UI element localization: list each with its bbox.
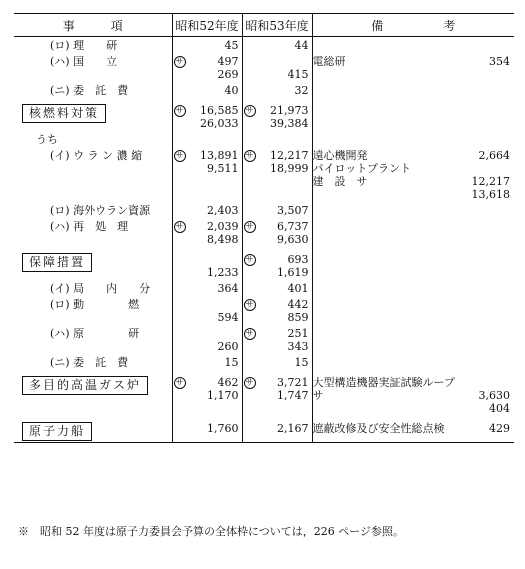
supplement-icon: サ xyxy=(245,106,254,115)
item-label: (ロ) 動 燃 xyxy=(50,298,140,311)
item-label: (イ) 局 内 分 xyxy=(50,282,151,295)
value-line: 693 xyxy=(287,253,309,266)
item-cell xyxy=(14,98,172,131)
item-label: うち xyxy=(36,133,58,146)
note-text: 電総研 xyxy=(312,55,346,68)
value-line: 594 xyxy=(217,311,239,324)
notes-cell xyxy=(312,370,514,416)
value-line: 859 xyxy=(287,311,309,324)
fy53-cell xyxy=(242,147,312,202)
supplement-mark xyxy=(243,220,257,234)
table-row xyxy=(14,82,514,98)
fy53-cell-values xyxy=(257,39,312,52)
item-label: (ハ) 国 立 xyxy=(50,55,118,68)
fy52-cell xyxy=(172,37,242,54)
supplement-icon: サ xyxy=(245,329,254,338)
fy52-cell-wrap xyxy=(173,204,242,217)
fy53-cell xyxy=(242,82,312,98)
fy53-cell-values xyxy=(257,376,312,402)
fy53-cell-wrap xyxy=(243,253,312,279)
supplement-mark xyxy=(243,253,257,267)
supplement-mark xyxy=(173,149,187,163)
header-y52: 昭和52年度 xyxy=(172,14,242,37)
value-line: 21,973 xyxy=(270,104,309,117)
value-line: 2,403 xyxy=(207,204,239,217)
notes-cell xyxy=(312,416,514,443)
value-line: 251 xyxy=(287,327,309,340)
item-cell xyxy=(14,147,172,202)
value-line: 3,507 xyxy=(277,204,309,217)
fy52-cell-wrap xyxy=(173,84,242,97)
value-line: 18,999 xyxy=(270,162,309,175)
fy53-cell-wrap xyxy=(243,422,312,435)
fy52-cell xyxy=(172,325,242,354)
note-line xyxy=(313,149,515,162)
fy52-cell-values xyxy=(187,422,242,435)
fy52-cell-values xyxy=(187,149,242,175)
table-row xyxy=(14,354,514,370)
fy53-cell xyxy=(242,98,312,131)
fy52-cell-values xyxy=(187,55,242,81)
note-line xyxy=(313,422,515,435)
value-line xyxy=(187,298,239,311)
notes-cell xyxy=(312,202,514,218)
fy52-cell xyxy=(172,202,242,218)
supplement-icon: サ xyxy=(175,57,184,66)
fy52-cell-wrap xyxy=(173,253,242,279)
notes-cell xyxy=(312,37,514,54)
fy52-cell xyxy=(172,147,242,202)
fy52-cell-wrap xyxy=(173,104,242,130)
note-text: 遮蔽改修及び安全性総点検 xyxy=(312,422,445,435)
notes-cell xyxy=(312,218,514,247)
fy52-cell-wrap xyxy=(173,55,242,81)
fy53-cell-wrap xyxy=(243,356,312,369)
fy52-cell-values xyxy=(187,327,242,353)
fy53-cell xyxy=(242,53,312,82)
supplement-icon: サ xyxy=(175,222,184,231)
value-line: 45 xyxy=(224,39,239,52)
value-line: 13,891 xyxy=(200,149,239,162)
category-label: 核燃料対策 xyxy=(22,104,106,123)
value-line: 2,039 xyxy=(207,220,239,233)
notes-cell xyxy=(312,131,514,147)
fy53-cell-wrap xyxy=(243,298,312,324)
item-cell xyxy=(14,416,172,443)
fy53-cell-values xyxy=(257,84,312,97)
supplement-mark xyxy=(243,149,257,163)
table-row xyxy=(14,296,514,325)
fy53-cell xyxy=(242,218,312,247)
fy53-cell-values xyxy=(257,204,312,217)
value-line xyxy=(257,55,309,68)
footnote: ※ 昭和 52 年度は原子力委員会予算の全体枠については，226 ページ参照。 xyxy=(18,525,405,538)
fy52-cell-values xyxy=(187,84,242,97)
header-notes: 備 考 xyxy=(312,14,514,37)
fy53-cell-wrap xyxy=(243,84,312,97)
note-value: 404 xyxy=(489,402,510,415)
fy52-cell-wrap xyxy=(173,149,242,175)
fy53-cell xyxy=(242,247,312,280)
fy53-cell-values xyxy=(257,327,312,353)
notes-cell xyxy=(312,354,514,370)
item-cell xyxy=(14,218,172,247)
item-cell xyxy=(14,202,172,218)
value-line: 1,233 xyxy=(207,266,239,279)
value-line: 9,630 xyxy=(277,233,309,246)
item-cell xyxy=(14,354,172,370)
notes-cell xyxy=(312,296,514,325)
value-line: 8,498 xyxy=(207,233,239,246)
fy52-cell-wrap xyxy=(173,356,242,369)
fy53-cell xyxy=(242,370,312,416)
item-label: (ロ) 理 研 xyxy=(50,39,118,52)
fy52-cell xyxy=(172,218,242,247)
note-text: 遠心機開発 xyxy=(312,149,368,162)
note-line xyxy=(313,389,515,402)
fy52-cell-wrap xyxy=(173,282,242,295)
table-row xyxy=(14,325,514,354)
supplement-icon: サ xyxy=(245,255,254,264)
fy52-cell-wrap xyxy=(173,327,242,353)
fy52-cell xyxy=(172,280,242,296)
notes-cell xyxy=(312,280,514,296)
category-label: 多目的高温ガス炉 xyxy=(22,376,148,395)
note-text: パイロットプラント xyxy=(312,162,411,175)
fy53-cell-wrap xyxy=(243,204,312,217)
fy53-cell-values xyxy=(257,282,312,295)
note-text: 建 設 サ xyxy=(312,175,368,188)
value-line: 15 xyxy=(224,356,239,369)
item-cell xyxy=(14,53,172,82)
notes-cell xyxy=(312,147,514,202)
supplement-mark xyxy=(243,298,257,312)
value-line: 1,170 xyxy=(207,389,239,402)
fy52-cell-wrap xyxy=(173,422,242,435)
fy53-cell xyxy=(242,416,312,443)
item-label: (ハ) 再 処 理 xyxy=(50,220,129,233)
table-row xyxy=(14,416,514,443)
note-value: 429 xyxy=(489,422,510,435)
supplement-icon: サ xyxy=(245,222,254,231)
table-row xyxy=(14,53,514,82)
item-label: (ロ) 海外ウラン資源 xyxy=(50,204,151,217)
note-text: サ xyxy=(312,389,324,402)
value-line xyxy=(187,253,239,266)
supplement-icon: サ xyxy=(245,300,254,309)
supplement-icon: サ xyxy=(175,151,184,160)
item-label: (ニ) 委 託 費 xyxy=(50,356,129,369)
fy53-cell-wrap xyxy=(243,55,312,81)
header-item: 事 項 xyxy=(14,14,172,37)
item-cell xyxy=(14,370,172,416)
fy52-cell-wrap xyxy=(173,220,242,246)
value-line: 442 xyxy=(287,298,309,311)
item-cell xyxy=(14,131,172,147)
table-row xyxy=(14,131,514,147)
notes-cell xyxy=(312,82,514,98)
fy52-cell-values xyxy=(187,253,242,279)
table-body xyxy=(14,37,514,443)
supplement-mark xyxy=(173,55,187,69)
note-line xyxy=(313,376,515,389)
fy53-cell-values xyxy=(257,104,312,130)
fy53-cell-values xyxy=(257,422,312,435)
fy53-cell-wrap xyxy=(243,282,312,295)
fy52-cell xyxy=(172,98,242,131)
item-cell xyxy=(14,37,172,54)
supplement-mark xyxy=(173,376,187,390)
value-line: 32 xyxy=(294,84,309,97)
fy53-cell-wrap xyxy=(243,327,312,353)
fy52-cell-values xyxy=(187,282,242,295)
table-row xyxy=(14,280,514,296)
fy52-cell xyxy=(172,416,242,443)
fy53-cell-values xyxy=(257,220,312,246)
fy53-cell-values xyxy=(257,298,312,324)
budget-table xyxy=(14,13,514,443)
notes-cell xyxy=(312,247,514,280)
note-line xyxy=(313,402,515,415)
fy53-cell-wrap xyxy=(243,376,312,402)
fy53-cell-values xyxy=(257,253,312,279)
value-line: 462 xyxy=(217,376,239,389)
value-line: 1,619 xyxy=(277,266,309,279)
fy53-cell-values xyxy=(257,55,312,81)
notes-cell xyxy=(312,53,514,82)
table-row xyxy=(14,202,514,218)
notes-cell xyxy=(312,325,514,354)
fy52-cell-values xyxy=(187,220,242,246)
note-text: 大型構造機器実証試験ループ xyxy=(312,376,455,389)
fy52-cell-values xyxy=(187,104,242,130)
supplement-icon: サ xyxy=(175,106,184,115)
fy53-cell-values xyxy=(257,356,312,369)
item-cell xyxy=(14,280,172,296)
value-line: 343 xyxy=(287,340,309,353)
value-line: 260 xyxy=(217,340,239,353)
note-value: 2,664 xyxy=(478,149,510,162)
fy52-cell xyxy=(172,354,242,370)
table-row xyxy=(14,37,514,54)
note-value: 354 xyxy=(489,55,510,68)
value-line: 497 xyxy=(217,55,239,68)
value-line: 1,747 xyxy=(277,389,309,402)
item-label: (ハ) 原 研 xyxy=(50,327,140,340)
fy53-cell xyxy=(242,37,312,54)
note-value: 12,217 xyxy=(471,175,510,188)
supplement-icon: サ xyxy=(175,378,184,387)
fy52-cell-wrap xyxy=(173,298,242,324)
note-line xyxy=(313,162,515,175)
fy53-cell-wrap xyxy=(243,104,312,130)
fy53-cell xyxy=(242,202,312,218)
supplement-mark xyxy=(243,376,257,390)
fy52-cell-values xyxy=(187,39,242,52)
fy52-cell xyxy=(172,370,242,416)
item-cell xyxy=(14,82,172,98)
value-line: 415 xyxy=(287,68,309,81)
category-label: 原子力船 xyxy=(22,422,92,441)
value-line: 401 xyxy=(287,282,309,295)
supplement-mark xyxy=(243,327,257,341)
header-y53: 昭和53年度 xyxy=(242,14,312,37)
note-value: 3,630 xyxy=(478,389,510,402)
fy52-cell-values xyxy=(187,298,242,324)
fy53-cell xyxy=(242,325,312,354)
table-row xyxy=(14,370,514,416)
note-value: 13,618 xyxy=(471,188,510,201)
fy52-cell xyxy=(172,247,242,280)
value-line: 15 xyxy=(294,356,309,369)
note-line xyxy=(313,55,515,68)
supplement-mark xyxy=(243,104,257,118)
fy52-cell-wrap xyxy=(173,39,242,52)
fy52-cell-values xyxy=(187,376,242,402)
fy53-cell-wrap xyxy=(243,149,312,175)
value-line: 1,760 xyxy=(207,422,239,435)
value-line: 2,167 xyxy=(277,422,309,435)
category-label: 保障措置 xyxy=(22,253,92,272)
item-label: (ニ) 委 託 費 xyxy=(50,84,129,97)
value-line: 16,585 xyxy=(200,104,239,117)
item-cell xyxy=(14,325,172,354)
header-row xyxy=(14,14,514,37)
table-row xyxy=(14,98,514,131)
fy53-cell-values xyxy=(257,149,312,175)
fy52-cell xyxy=(172,82,242,98)
fy52-cell xyxy=(172,131,242,147)
fy52-cell xyxy=(172,53,242,82)
supplement-icon: サ xyxy=(245,151,254,160)
value-line: 39,384 xyxy=(270,117,309,130)
value-line: 40 xyxy=(224,84,239,97)
supplement-mark xyxy=(173,220,187,234)
fy52-cell xyxy=(172,296,242,325)
fy53-cell xyxy=(242,131,312,147)
value-line: 9,511 xyxy=(207,162,239,175)
fy53-cell-wrap xyxy=(243,220,312,246)
table-row xyxy=(14,218,514,247)
table-row xyxy=(14,147,514,202)
value-line: 12,217 xyxy=(270,149,309,162)
fy52-cell-wrap xyxy=(173,376,242,402)
fy53-cell xyxy=(242,280,312,296)
supplement-icon: サ xyxy=(245,378,254,387)
note-line xyxy=(313,175,515,188)
fy53-cell-wrap xyxy=(243,39,312,52)
note-line xyxy=(313,188,515,201)
supplement-mark xyxy=(173,104,187,118)
item-cell xyxy=(14,247,172,280)
value-line: 6,737 xyxy=(277,220,309,233)
fy53-cell xyxy=(242,354,312,370)
table-row xyxy=(14,247,514,280)
item-cell xyxy=(14,296,172,325)
item-label: (イ) ウ ラ ン 濃 縮 xyxy=(50,149,143,162)
value-line: 26,033 xyxy=(200,117,239,130)
value-line: 269 xyxy=(217,68,239,81)
fy52-cell-values xyxy=(187,356,242,369)
value-line xyxy=(187,327,239,340)
value-line: 364 xyxy=(217,282,239,295)
fy53-cell xyxy=(242,296,312,325)
value-line: 44 xyxy=(294,39,309,52)
value-line: 3,721 xyxy=(277,376,309,389)
notes-cell xyxy=(312,98,514,131)
fy52-cell-values xyxy=(187,204,242,217)
